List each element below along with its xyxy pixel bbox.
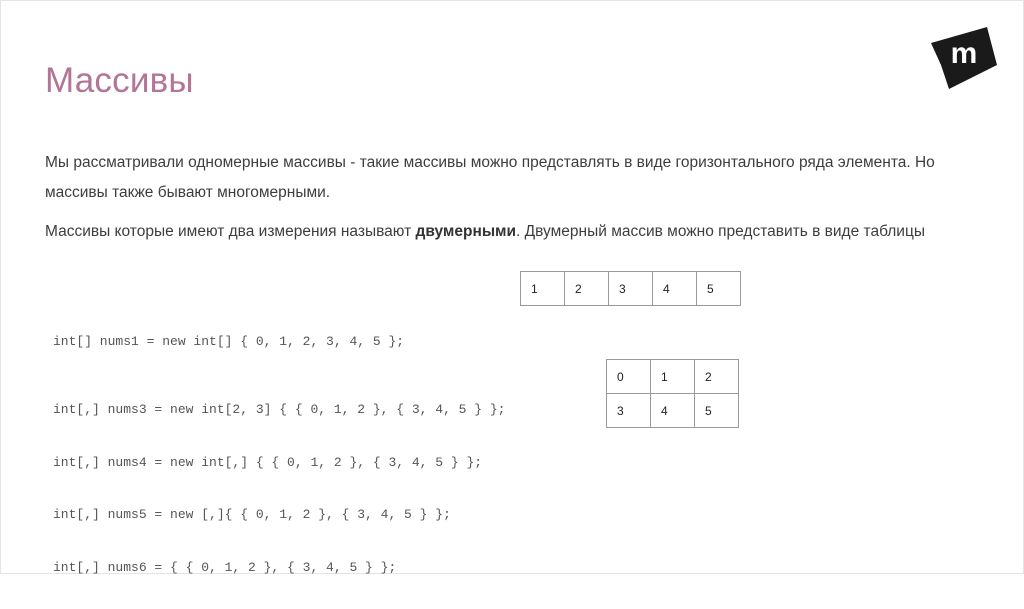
- table-row: [607, 394, 739, 428]
- table-cell: 2: [695, 360, 739, 394]
- intro-line-1: Мы рассматривали одномерные массивы - такие массивы можно представлять в виде горизонтального ряда элемента. Но: [45, 154, 935, 171]
- table-cell: 4: [651, 394, 695, 428]
- code-line: int[,] nums3 = new int[2, 3] { { 0, 1, 2 }, { 3, 4, 5 } };: [53, 402, 506, 417]
- table-row: [521, 272, 741, 306]
- intro-line-2: массивы также бывают многомерными.: [45, 184, 331, 201]
- intro-paragraph: [45, 148, 935, 208]
- code-line: int[,] nums6 = { { 0, 1, 2 }, { 3, 4, 5 } };: [53, 559, 397, 575]
- table-cell: 3: [607, 394, 651, 428]
- table-row: [607, 360, 739, 394]
- two-dim-array-table: [606, 359, 739, 428]
- table-cell: 0: [607, 360, 651, 394]
- table-cell: 5: [697, 272, 741, 306]
- code-block-two-dim: [53, 369, 505, 609]
- logo-letter: m: [950, 37, 978, 70]
- one-dim-array-table: [520, 271, 741, 306]
- two-dim-bold-term: двумерными: [415, 223, 517, 240]
- table-cell: 1: [651, 360, 695, 394]
- two-dim-text-after: . Двумерный массив можно представить в виде таблицы: [516, 223, 925, 240]
- table-cell: 1: [521, 272, 565, 306]
- table-cell: 5: [695, 394, 739, 428]
- slide-title: Массивы: [45, 61, 194, 100]
- code-line: int[,] nums4 = new int[,] { { 0, 1, 2 }, { 3, 4, 5 } };: [53, 454, 483, 470]
- logo-icon: [927, 25, 999, 91]
- code-line: int[,] nums5 = new [,]{ { 0, 1, 2 }, { 3, 4, 5 } };: [53, 507, 451, 522]
- code-line: int[] nums1 = new int[] { 0, 1, 2, 3, 4, 5 };: [53, 334, 405, 349]
- table-cell: 2: [565, 272, 609, 306]
- table-cell: 3: [609, 272, 653, 306]
- two-dim-text-before: Массивы которые имеют два измерения называют: [45, 223, 416, 240]
- two-dim-paragraph: [45, 217, 925, 247]
- table-cell: 4: [653, 272, 697, 306]
